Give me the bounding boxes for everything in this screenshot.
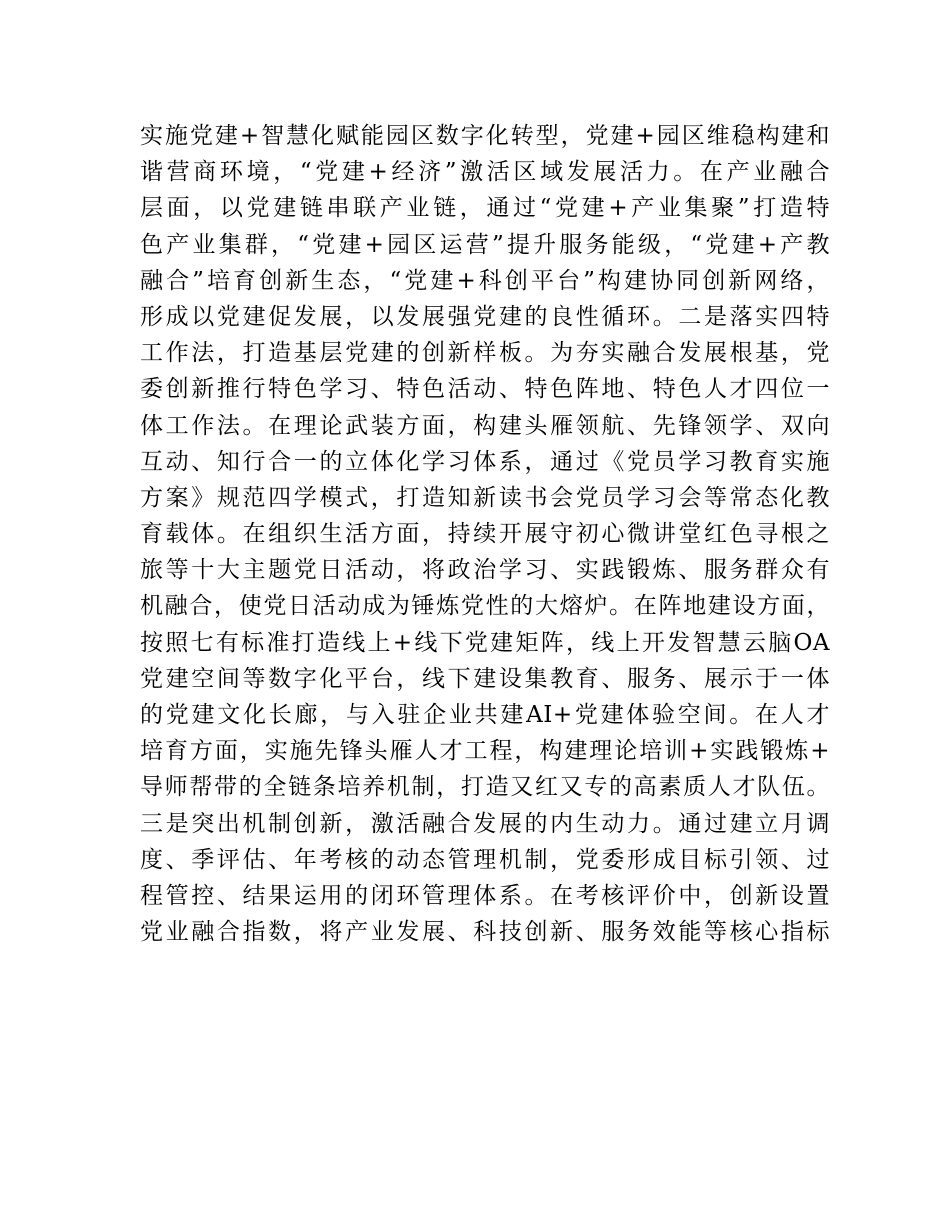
- text-line: 导师帮带的全链条培养机制，打造又红又专的高素质人才队伍。: [140, 774, 830, 801]
- text-line: 谐营商环境，“党建+经济”激活区域发展活力。在产业融合: [140, 159, 830, 186]
- text-line: 融合”培育创新生态，“党建+科创平台”构建协同创新网络，: [140, 267, 830, 294]
- text-line: 党业融合指数，将产业发展、科技创新、服务效能等核心指标: [140, 919, 830, 946]
- text-line: 体工作法。在理论武装方面，构建头雁领航、先锋领学、双向: [140, 412, 830, 439]
- text-line: 按照七有标准打造线上+线下党建矩阵，线上开发智慧云脑OA: [140, 629, 830, 656]
- text-line: 三是突出机制创新，激活融合发展的内生动力。通过建立月调: [140, 810, 830, 837]
- text-line: 旅等十大主题党日活动，将政治学习、实践锻炼、服务群众有: [140, 557, 830, 584]
- text-line: 委创新推行特色学习、特色活动、特色阵地、特色人才四位一: [140, 376, 830, 403]
- text-line: 培育方面，实施先锋头雁人才工程，构建理论培训+实践锻炼+: [140, 738, 830, 765]
- text-line: 工作法，打造基层党建的创新样板。为夯实融合发展根基，党: [140, 340, 830, 367]
- text-line: 程管控、结果运用的闭环管理体系。在考核评价中，创新设置: [140, 882, 830, 909]
- text-line: 党建空间等数字化平台，线下建设集教育、服务、展示于一体: [140, 665, 830, 692]
- text-line: 的党建文化长廊，与入驻企业共建AI+党建体验空间。在人才: [140, 702, 830, 728]
- text-line: 度、季评估、年考核的动态管理机制，党委形成目标引领、过: [140, 846, 830, 873]
- text-line: 机融合，使党日活动成为锤炼党性的大熔炉。在阵地建设方面，: [140, 593, 830, 620]
- text-line: 互动、知行合一的立体化学习体系，通过《党员学习教育实施: [140, 448, 830, 475]
- text-line: 实施党建+智慧化赋能园区数字化转型，党建+园区维稳构建和: [140, 123, 830, 149]
- text-line: 形成以党建促发展，以发展强党建的良性循环。二是落实四特: [140, 303, 830, 330]
- body-text: [140, 118, 830, 950]
- text-line: 方案》规范四学模式，打造知新读书会党员学习会等常态化教: [140, 484, 830, 511]
- text-line: 色产业集群，“党建+园区运营”提升服务能级，“党建+产教: [140, 231, 830, 258]
- text-line: 层面，以党建链串联产业链，通过“党建+产业集聚”打造特: [140, 195, 830, 222]
- text-line: 育载体。在组织生活方面，持续开展守初心微讲堂红色寻根之: [140, 521, 830, 548]
